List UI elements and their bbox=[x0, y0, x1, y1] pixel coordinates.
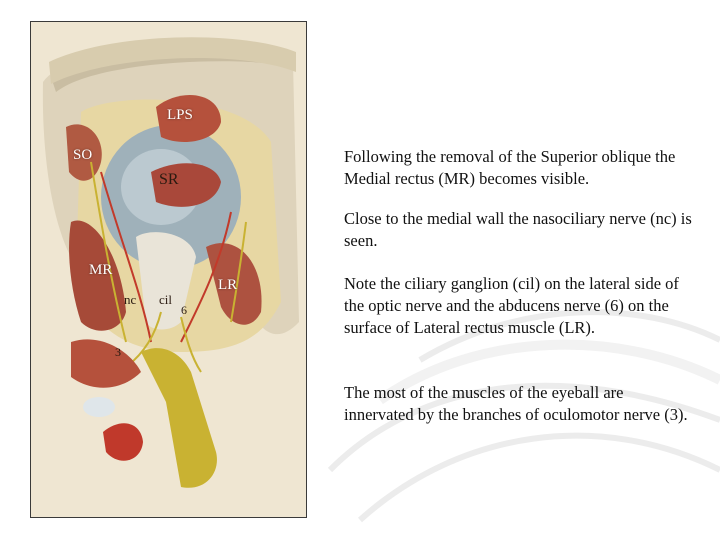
orbit-dissection-illustration bbox=[30, 21, 307, 518]
label-cil: cil bbox=[159, 292, 172, 307]
label-six: 6 bbox=[181, 303, 187, 317]
paragraph-oculomotor: The most of the muscles of the eyeball are innervated by the branches of oculomotor nerve (3). bbox=[344, 383, 688, 424]
label-mr: MR bbox=[89, 262, 113, 278]
paragraph-ciliary-ganglion: Note the ciliary ganglion (cil) on the lateral side of the optic nerve and the abducens nerve (6) on the surface of Lateral rectus muscle (LR). bbox=[344, 274, 679, 337]
label-three: 3 bbox=[115, 345, 121, 359]
paragraph-superior-oblique: Following the removal of the Superior oblique the Medial rectus (MR) becomes visible. bbox=[344, 147, 676, 188]
label-lr: LR bbox=[218, 277, 238, 293]
label-so: SO bbox=[73, 147, 93, 163]
label-lps: LPS bbox=[167, 107, 193, 123]
label-nc: nc bbox=[124, 292, 137, 307]
paragraph-nasociliary: Close to the medial wall the nasociliary nerve (nc) is seen. bbox=[344, 209, 692, 250]
orbit-drawing bbox=[31, 22, 306, 517]
label-sr: SR bbox=[159, 171, 179, 188]
